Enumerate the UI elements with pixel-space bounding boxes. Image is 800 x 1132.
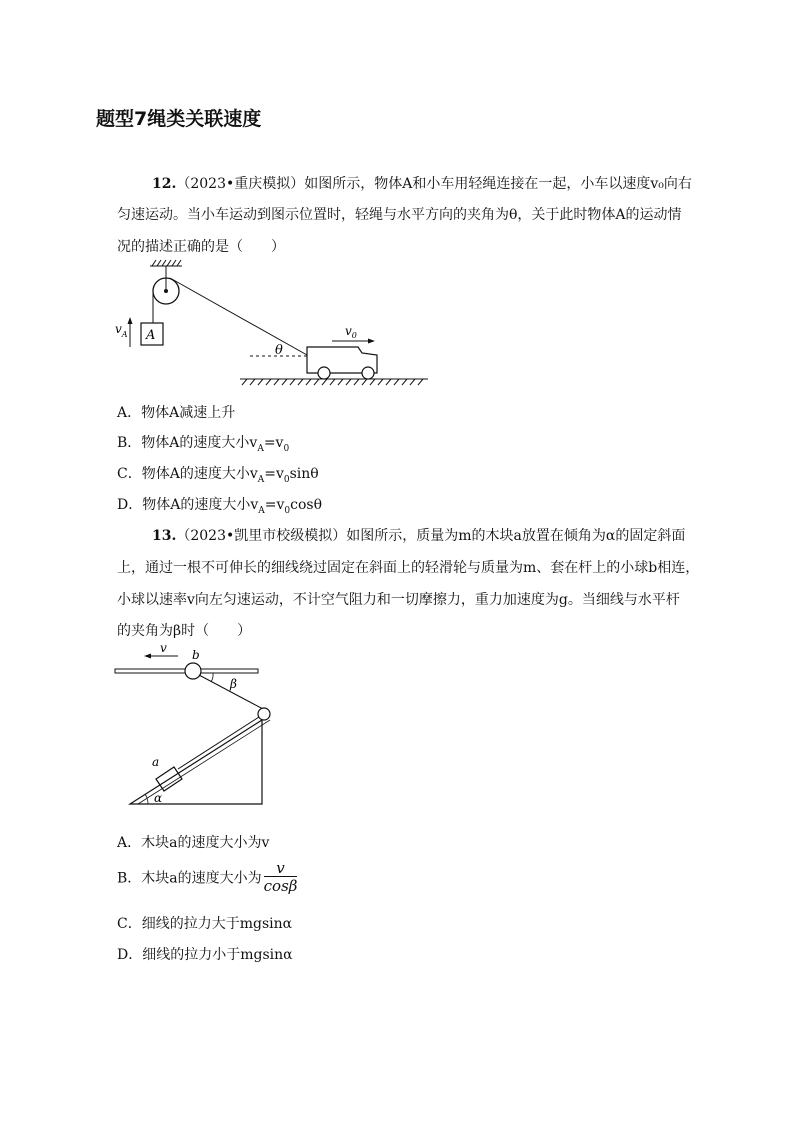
q12-text-1: （2023•重庆模拟）如图所示，物体A和小车用轻绳连接在一起，小车以速度v₀向右: [176, 176, 692, 192]
q13-line3: 小球以速率v向左匀速运动，不计空气阻力和一切摩擦力，重力加速度为g。当细线与水平杆: [117, 592, 680, 608]
ceiling-support: [150, 260, 182, 291]
q12-option-b[interactable]: B．物体A的速度大小$v_A=v_0$: [117, 435, 290, 454]
q13-text-1: （2023•凯里市校级模拟）如图所示，质量为m的木块a放置在倾角为α的固定斜面: [176, 528, 686, 544]
ball-b: [185, 663, 201, 679]
angle-beta-arc: [211, 673, 213, 682]
q13-option-c[interactable]: C．细线的拉力大于mgsinα: [117, 916, 293, 932]
q12-figure: [100, 255, 440, 390]
q13-line4: 的夹角为β时（ ）: [117, 623, 252, 639]
block-a-label: A: [146, 328, 156, 343]
ball-velocity-arrowhead: [144, 654, 151, 659]
q12-option-d[interactable]: D．物体A的速度大小$v_A=v_0\cos\theta$: [117, 497, 323, 516]
q13-line1: [152, 525, 685, 545]
q12-line3: 况的描述正确的是（ ）: [117, 239, 285, 255]
car-wheel-rear: [318, 367, 330, 379]
q12-option-c[interactable]: C．物体A的速度大小$v_A=v_0\sin\theta$: [117, 466, 319, 485]
velocity-v0-label: $v_0$: [345, 324, 357, 340]
q12-line2: 匀速运动。当小车运动到图示位置时，轻绳与水平方向的夹角为θ，关于此时物体A的运动情: [117, 207, 682, 223]
q13-figure: [110, 642, 280, 812]
velocity-a-arrowhead: [128, 317, 133, 324]
ground: [240, 379, 428, 385]
q13-option-d[interactable]: D．细线的拉力小于mgsinα: [117, 947, 293, 963]
angle-beta-label: β: [230, 677, 237, 691]
pulley-axle: [164, 289, 168, 293]
q12-option-a[interactable]: A．物体A减速上升: [117, 405, 236, 421]
fraction-v-over-cos-beta: $\frac{v}{\cos\beta}$: [263, 859, 298, 895]
q12-line1: [152, 173, 692, 193]
ball-velocity-label: v: [160, 642, 167, 655]
q13-line2: 上，通过一根不可伸长的细线绕过固定在斜面上的轻滑轮与质量为m、套在杆上的小球b相连，: [117, 560, 700, 576]
q13-option-a[interactable]: A．木块a的速度大小为v: [117, 835, 270, 851]
block-a-label: a: [152, 755, 160, 769]
velocity-a-label: $v_A$: [115, 322, 128, 339]
rope-slanted: [170, 278, 307, 355]
string-lower: [178, 717, 259, 769]
angle-alpha-label: α: [154, 791, 163, 805]
pulley: [258, 708, 270, 720]
section-title: 题型7绳类关联速度: [96, 108, 262, 130]
velocity-v0-arrowhead: [368, 339, 375, 344]
incline: [130, 720, 262, 804]
q12-number: 12.: [152, 176, 177, 192]
car-wheel-front: [362, 367, 374, 379]
angle-theta-label: θ: [275, 343, 283, 358]
q13-option-b[interactable]: B．木块a的速度大小为 $\frac{v}{\cos\beta}$: [117, 859, 298, 895]
ball-b-label: b: [192, 648, 200, 662]
q13-number: 13.: [152, 528, 177, 544]
